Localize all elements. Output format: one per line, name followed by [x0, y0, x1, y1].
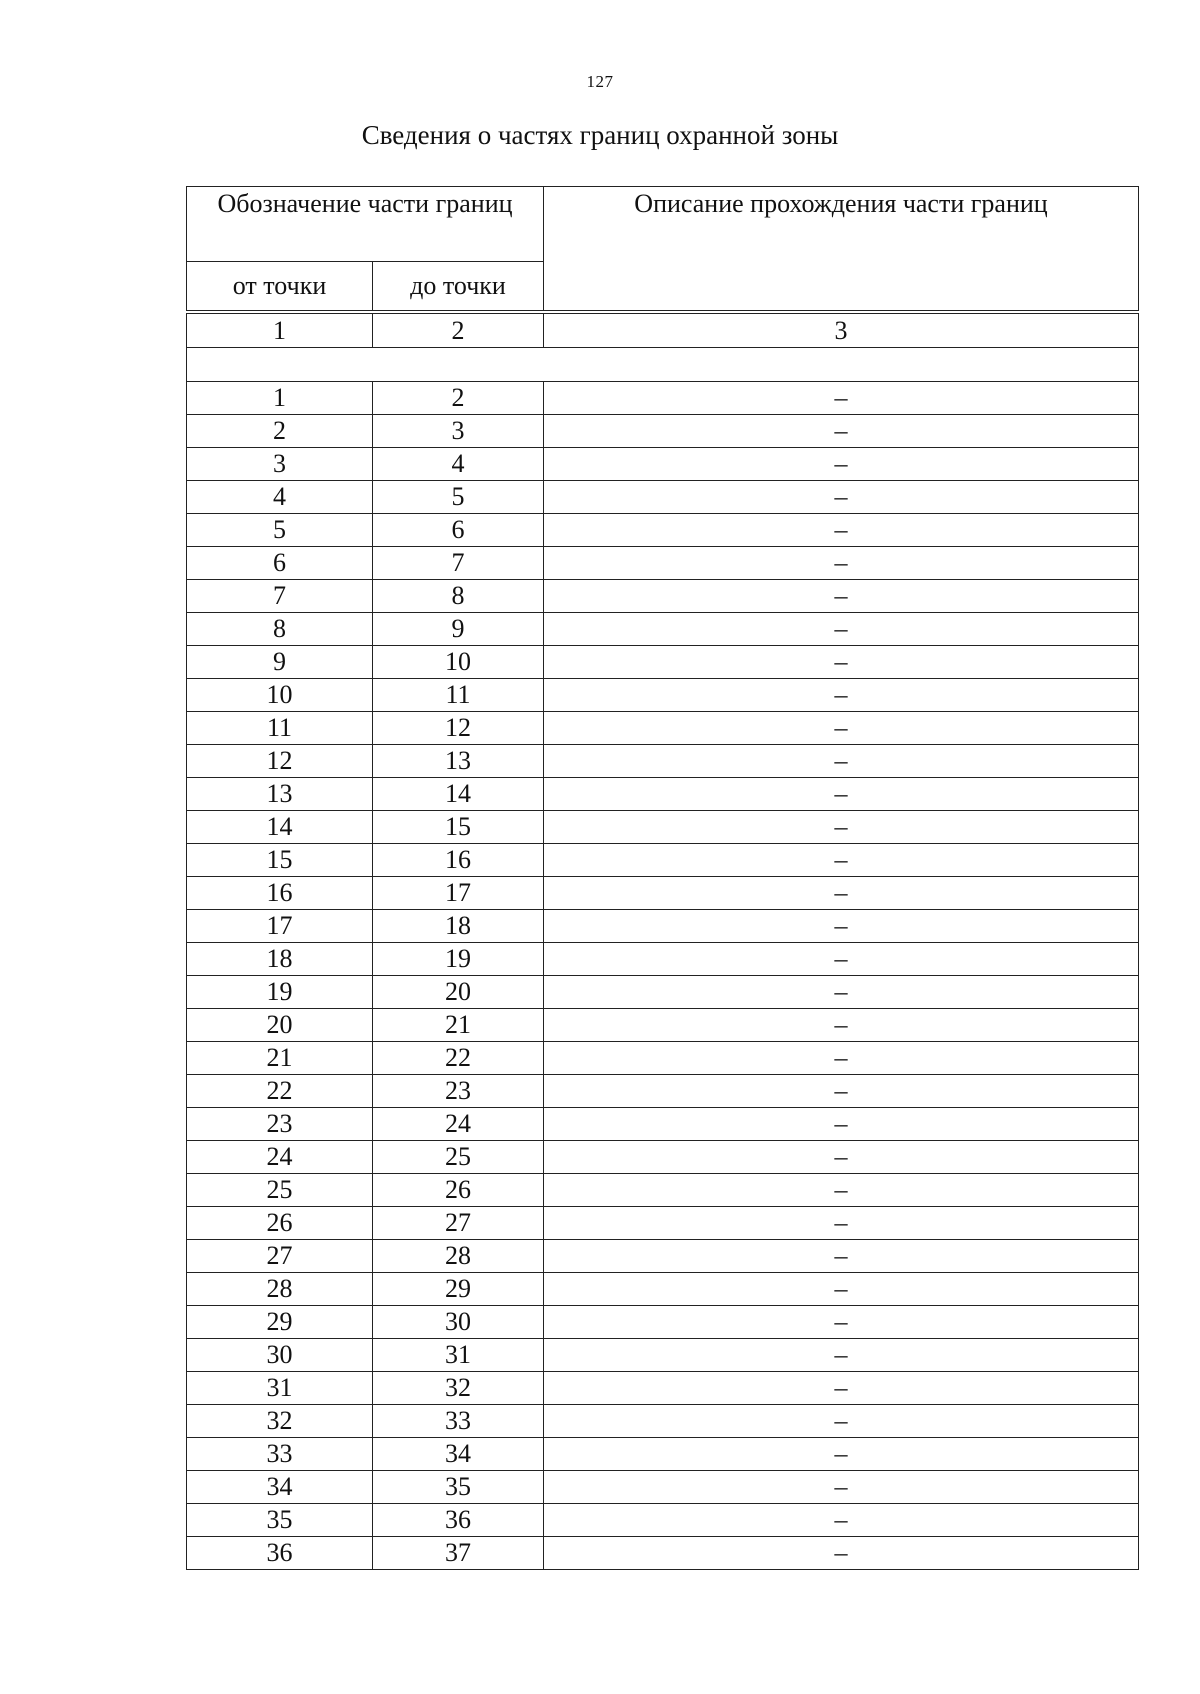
description-cell: – [544, 481, 1139, 514]
table-row [187, 1240, 1139, 1273]
description-cell: – [544, 1372, 1139, 1405]
boundary-parts-table [186, 186, 1139, 1570]
to-point-cell: 10 [373, 646, 544, 679]
from-point-cell: 35 [187, 1504, 373, 1537]
description-cell: – [544, 1075, 1139, 1108]
header-boundary-description: Описание прохождения части границ [544, 187, 1139, 311]
description-cell: – [544, 1306, 1139, 1339]
to-point-cell: 2 [373, 382, 544, 415]
from-point-cell: 21 [187, 1042, 373, 1075]
page-number: 127 [586, 72, 614, 91]
description-cell: – [544, 1009, 1139, 1042]
from-point-cell: 29 [187, 1306, 373, 1339]
table-row [187, 1471, 1139, 1504]
from-point-cell: 19 [187, 976, 373, 1009]
from-point-cell: 24 [187, 1141, 373, 1174]
to-point-cell: 9 [373, 613, 544, 646]
from-point-cell: 3 [187, 448, 373, 481]
from-point-cell: 11 [187, 712, 373, 745]
from-point-cell: 1 [187, 382, 373, 415]
from-point-cell: 10 [187, 679, 373, 712]
to-point-cell: 37 [373, 1537, 544, 1570]
column-number-3: 3 [544, 314, 1139, 348]
to-point-cell: 13 [373, 745, 544, 778]
table-row [187, 943, 1139, 976]
from-point-cell: 13 [187, 778, 373, 811]
description-cell: – [544, 382, 1139, 415]
table-row [187, 613, 1139, 646]
from-point-cell: 8 [187, 613, 373, 646]
to-point-cell: 6 [373, 514, 544, 547]
from-point-cell: 4 [187, 481, 373, 514]
to-point-cell: 5 [373, 481, 544, 514]
table-row [187, 1405, 1139, 1438]
description-cell: – [544, 712, 1139, 745]
from-point-cell: 7 [187, 580, 373, 613]
table-row [187, 844, 1139, 877]
from-point-cell: 5 [187, 514, 373, 547]
table-row [187, 910, 1139, 943]
table-row [187, 415, 1139, 448]
table-row [187, 514, 1139, 547]
from-point-cell: 17 [187, 910, 373, 943]
to-point-cell: 25 [373, 1141, 544, 1174]
description-cell: – [544, 1273, 1139, 1306]
to-point-cell: 4 [373, 448, 544, 481]
table-row [187, 580, 1139, 613]
to-point-cell: 26 [373, 1174, 544, 1207]
description-cell: – [544, 1207, 1139, 1240]
description-cell: – [544, 877, 1139, 910]
to-point-cell: 8 [373, 580, 544, 613]
table-row [187, 481, 1139, 514]
from-point-cell: 33 [187, 1438, 373, 1471]
description-cell: – [544, 745, 1139, 778]
column-number-2: 2 [373, 314, 544, 348]
table-row [187, 1042, 1139, 1075]
table-row [187, 646, 1139, 679]
to-point-cell: 15 [373, 811, 544, 844]
description-cell: – [544, 811, 1139, 844]
table-row [187, 1174, 1139, 1207]
description-cell: – [544, 1471, 1139, 1504]
to-point-cell: 11 [373, 679, 544, 712]
description-cell: – [544, 778, 1139, 811]
description-cell: – [544, 844, 1139, 877]
description-cell: – [544, 1174, 1139, 1207]
description-cell: – [544, 514, 1139, 547]
section-row [187, 348, 1139, 382]
to-point-cell: 33 [373, 1405, 544, 1438]
to-point-cell: 3 [373, 415, 544, 448]
table-row [187, 547, 1139, 580]
from-point-cell: 30 [187, 1339, 373, 1372]
description-cell: – [544, 1042, 1139, 1075]
to-point-cell: 30 [373, 1306, 544, 1339]
table-row [187, 382, 1139, 415]
description-cell: – [544, 1405, 1139, 1438]
table-row [187, 1075, 1139, 1108]
to-point-cell: 18 [373, 910, 544, 943]
header-from-point: от точки [187, 262, 373, 311]
description-cell: – [544, 679, 1139, 712]
to-point-cell: 21 [373, 1009, 544, 1042]
table-row [187, 778, 1139, 811]
to-point-cell: 16 [373, 844, 544, 877]
from-point-cell: 14 [187, 811, 373, 844]
to-point-cell: 28 [373, 1240, 544, 1273]
description-cell: – [544, 646, 1139, 679]
description-cell: – [544, 580, 1139, 613]
description-cell: – [544, 1438, 1139, 1471]
table-row [187, 1306, 1139, 1339]
to-point-cell: 20 [373, 976, 544, 1009]
to-point-cell: 14 [373, 778, 544, 811]
from-point-cell: 28 [187, 1273, 373, 1306]
header-row [187, 187, 1139, 262]
from-point-cell: 16 [187, 877, 373, 910]
to-point-cell: 22 [373, 1042, 544, 1075]
from-point-cell: 2 [187, 415, 373, 448]
header-boundary-designation: Обозначение части границ [187, 187, 544, 262]
table-row [187, 1504, 1139, 1537]
to-point-cell: 7 [373, 547, 544, 580]
table-row [187, 1108, 1139, 1141]
table-row [187, 1372, 1139, 1405]
table-row [187, 1537, 1139, 1570]
from-point-cell: 18 [187, 943, 373, 976]
to-point-cell: 36 [373, 1504, 544, 1537]
header-to-point: до точки [373, 262, 544, 311]
table-row [187, 976, 1139, 1009]
table-row [187, 745, 1139, 778]
description-cell: – [544, 1537, 1139, 1570]
description-cell: – [544, 415, 1139, 448]
from-point-cell: 6 [187, 547, 373, 580]
table-row [187, 877, 1139, 910]
table-row [187, 1009, 1139, 1042]
to-point-cell: 35 [373, 1471, 544, 1504]
from-point-cell: 15 [187, 844, 373, 877]
from-point-cell: 27 [187, 1240, 373, 1273]
from-point-cell: 9 [187, 646, 373, 679]
description-cell: – [544, 1240, 1139, 1273]
from-point-cell: 31 [187, 1372, 373, 1405]
to-point-cell: 23 [373, 1075, 544, 1108]
from-point-cell: 32 [187, 1405, 373, 1438]
description-cell: – [544, 976, 1139, 1009]
to-point-cell: 17 [373, 877, 544, 910]
table-row [187, 679, 1139, 712]
table-row [187, 712, 1139, 745]
to-point-cell: 12 [373, 712, 544, 745]
column-number-1: 1 [187, 314, 373, 348]
from-point-cell: 36 [187, 1537, 373, 1570]
description-cell: – [544, 547, 1139, 580]
from-point-cell: 25 [187, 1174, 373, 1207]
from-point-cell: 34 [187, 1471, 373, 1504]
column-number-row [187, 314, 1139, 348]
to-point-cell: 27 [373, 1207, 544, 1240]
table-row [187, 1339, 1139, 1372]
description-cell: – [544, 1339, 1139, 1372]
from-point-cell: 26 [187, 1207, 373, 1240]
to-point-cell: 24 [373, 1108, 544, 1141]
to-point-cell: 31 [373, 1339, 544, 1372]
to-point-cell: 34 [373, 1438, 544, 1471]
to-point-cell: 32 [373, 1372, 544, 1405]
from-point-cell: 22 [187, 1075, 373, 1108]
description-cell: – [544, 1504, 1139, 1537]
to-point-cell: 29 [373, 1273, 544, 1306]
table-row [187, 811, 1139, 844]
section-label [187, 348, 1139, 382]
description-cell: – [544, 1141, 1139, 1174]
from-point-cell: 12 [187, 745, 373, 778]
table-row [187, 1273, 1139, 1306]
from-point-cell: 20 [187, 1009, 373, 1042]
table-row [187, 1207, 1139, 1240]
description-cell: – [544, 910, 1139, 943]
description-cell: – [544, 448, 1139, 481]
description-cell: – [544, 943, 1139, 976]
description-cell: – [544, 1108, 1139, 1141]
document-title: Сведения о частях границ охранной зоны [361, 120, 839, 150]
table-row [187, 1438, 1139, 1471]
table-row [187, 1141, 1139, 1174]
to-point-cell: 19 [373, 943, 544, 976]
from-point-cell: 23 [187, 1108, 373, 1141]
table-row [187, 448, 1139, 481]
description-cell: – [544, 613, 1139, 646]
